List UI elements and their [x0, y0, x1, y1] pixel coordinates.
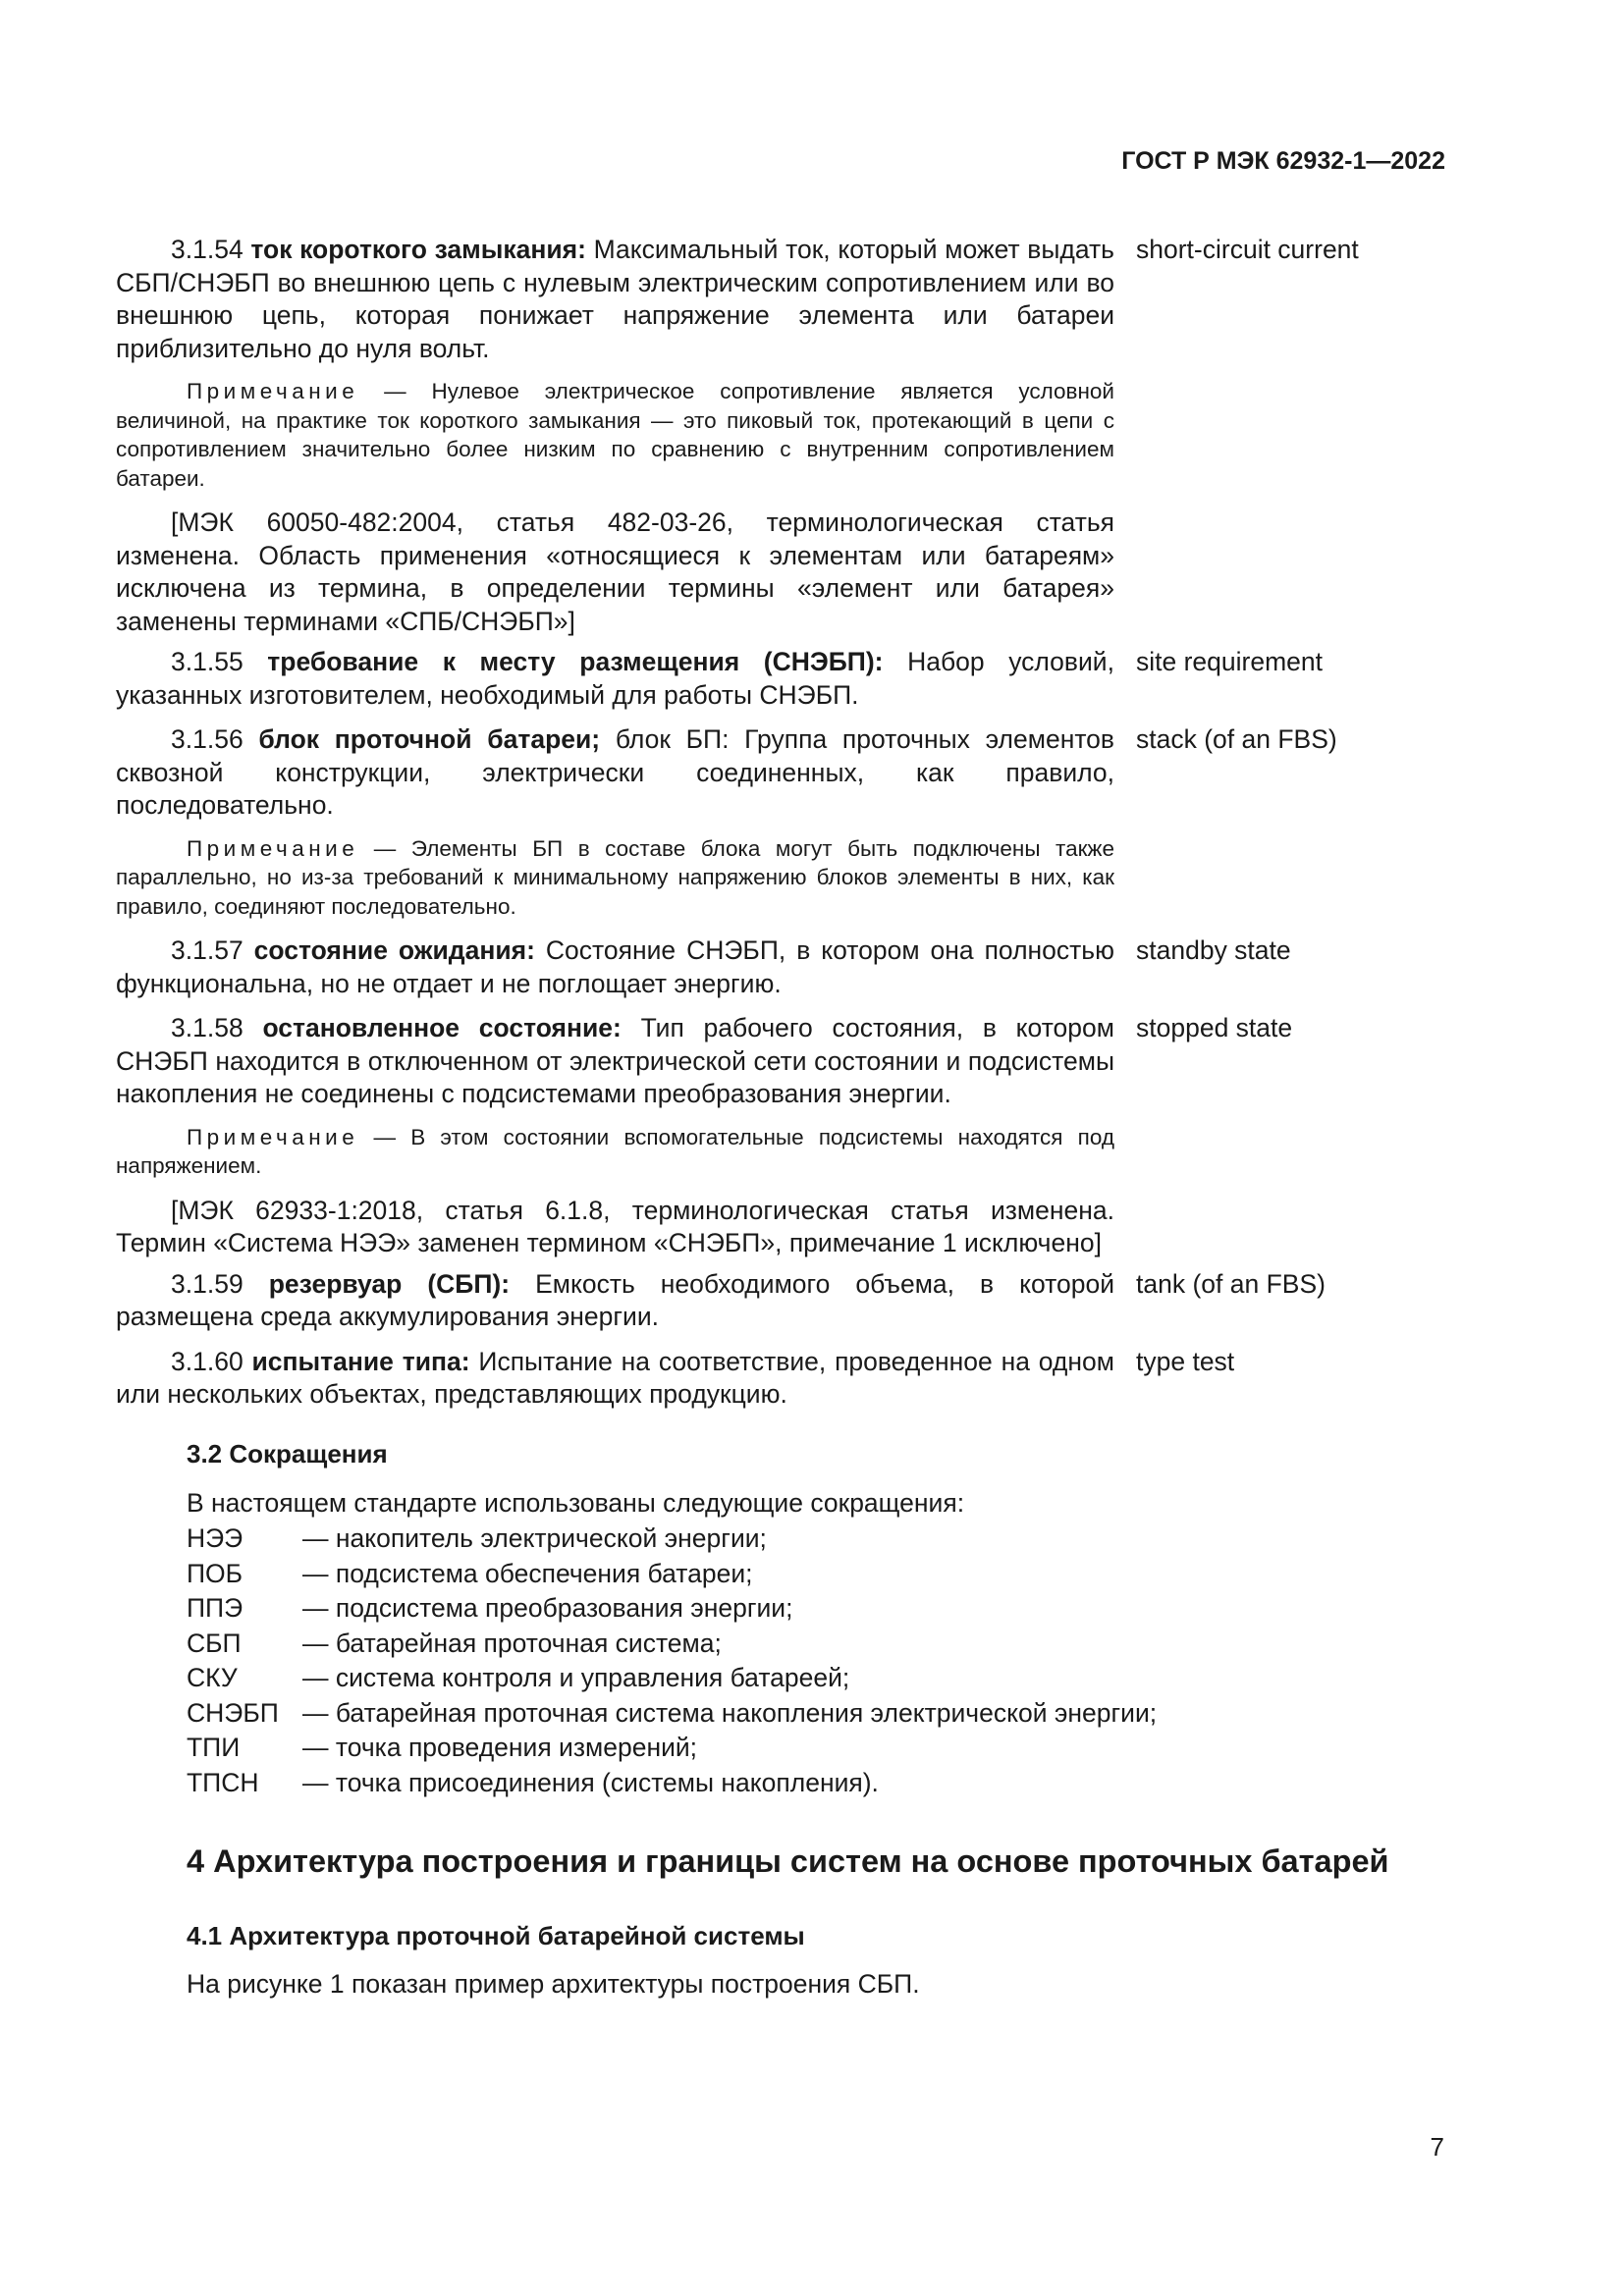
note-label: Примечание [187, 379, 359, 403]
term-english: standby state [1136, 935, 1291, 965]
term-ru [116, 1346, 1114, 1412]
term-note [116, 834, 1114, 922]
term-english: short-circuit current [1136, 235, 1359, 264]
abbreviation-desc: — батарейная проточная система; [302, 1628, 722, 1658]
abbreviation-item [116, 1627, 1443, 1662]
abbreviation-item [116, 1557, 1443, 1592]
term-ru [116, 723, 1114, 823]
term-ru [116, 1012, 1114, 1111]
abbreviation-item [116, 1731, 1443, 1766]
page-number: 7 [1430, 2132, 1444, 2162]
abbreviation-item [116, 1522, 1443, 1557]
term-english: type test [1136, 1346, 1235, 1376]
term-number: 3.1.58 [171, 1013, 244, 1042]
section-4-1-title: 4.1 Архитектура проточной батарейной системы [187, 1921, 805, 1950]
abbreviation-desc: — подсистема обеспечения батареи; [302, 1558, 753, 1588]
term-number: 3.1.54 [171, 235, 244, 264]
abbreviation-desc: — система контроля и управления батареей; [302, 1663, 850, 1692]
note-text: — Элементы БП в составе блока могут быть подключены также параллельно, но из-за требований к минимальному напряжению блоков элементы в них, как правило, соединяют последовательно. [116, 835, 1114, 919]
term-number: 3.1.56 [171, 724, 244, 754]
note-text: — Нулевое электрическое сопротивление является условной величиной, на практике ток короткого замыкания — это пиковый ток, протекающий в цепи с сопротивлением значительно более низким по сравнению с внутренним сопротивлением батареи. [116, 379, 1114, 491]
term-definition: Максимальный ток, который может выдать СБП/СНЭБП во внешнюю цепь с нулевым электрическим сопротивлением или во внешнюю цепь, которая понижает напряжение элемента или батареи приблизительно до нуля вольт. [116, 235, 1114, 363]
abbreviation-desc: — батарейная проточная система накопления электрической энергии; [302, 1697, 1158, 1728]
abbreviation-item [116, 1661, 1443, 1696]
term-entry-3-1-57 [116, 934, 1443, 1000]
term-source-text: [МЭК 62933-1:2018, статья 6.1.8, терминологическая статья изменена. Термин «Система НЭЭ» заменен термином «СНЭБП», примечание 1 исключено] [116, 1195, 1114, 1257]
note-label: Примечание [187, 835, 359, 861]
term-definition: Тип рабочего состояния, в котором СНЭБП находится в отключенном от электрической сети состоянии и подсистемы накопления не соединены с подсистемами преобразования энергии. [116, 1013, 1114, 1108]
term-ru [116, 646, 1114, 712]
term-number: 3.1.59 [171, 1268, 244, 1299]
abbreviation-list [116, 1522, 1443, 1800]
abbreviation-item [116, 1591, 1443, 1627]
term-entry-3-1-54 [116, 234, 1443, 365]
term-ru [116, 234, 1114, 365]
abbreviation-code: НЭЭ [187, 1523, 244, 1553]
term-name: резервуар (СБП): [268, 1268, 511, 1299]
abbreviation-code: ТПИ [187, 1733, 241, 1762]
term-name: требование к месту размещения (СНЭБП): [267, 647, 884, 676]
term-source-text: [МЭК 60050-482:2004, статья 482-03-26, терминологическая статья изменена. Область применения «относящиеся к элементам или батареям» исключена из термина, в определении термины «элемент или батарея» заменены терминами «СПБ/СНЭБП»] [116, 507, 1114, 636]
term-definition: Испытание на соответствие, проведенное на одном или нескольких объектах, представляющих продукцию. [116, 1346, 1114, 1409]
standard-header: ГОСТ Р МЭК 62932-1—2022 [1121, 147, 1445, 175]
abbreviation-code: СНЭБП [187, 1697, 279, 1728]
main-content [116, 234, 1443, 2000]
term-definition: Набор условий, указанных изготовителем, необходимый для работы СНЭБП. [116, 647, 1114, 710]
term-ru [116, 1268, 1114, 1334]
term-ru [116, 934, 1114, 1000]
section-3-2-intro: В настоящем стандарте использованы следующие сокращения: [187, 1487, 965, 1518]
abbreviation-code: СБП [187, 1628, 242, 1658]
term-entry-3-1-55 [116, 646, 1443, 712]
term-source [116, 1195, 1114, 1260]
term-name: ток короткого замыкания: [250, 235, 586, 264]
abbreviation-code: ТПСН [187, 1767, 259, 1797]
term-name: состояние ожидания: [253, 935, 535, 965]
note-text: — В этом состоянии вспомогательные подсистемы находятся под напряжением. [116, 1124, 1114, 1178]
abbreviation-code: ППЭ [187, 1593, 244, 1623]
abbreviation-item [116, 1696, 1443, 1732]
term-definition: блок БП: Группа проточных элементов сквозной конструкции, электрически соединенных, как правило, последовательно. [116, 724, 1114, 820]
abbreviation-code: СКУ [187, 1663, 238, 1692]
section-3-2-title: 3.2 Сокращения [187, 1438, 388, 1468]
abbreviation-item [116, 1766, 1443, 1801]
abbreviation-desc: — точка присоединения (системы накопления). [302, 1767, 879, 1797]
term-english: stopped state [1136, 1013, 1293, 1042]
term-entry-3-1-60 [116, 1346, 1443, 1412]
section-4-title: 4 Архитектура построения и границы систем на основе проточных батарей [187, 1843, 1389, 1879]
term-definition: Емкость необходимого объема, в которой размещена среда аккумулирования энергии. [116, 1268, 1114, 1331]
term-definition: Состояние СНЭБП, в котором она полностью функциональна, но не отдает и не поглощает энергию. [116, 935, 1114, 998]
term-source [116, 507, 1114, 638]
term-entry-3-1-58 [116, 1012, 1443, 1111]
term-note [116, 377, 1114, 493]
term-entry-3-1-59 [116, 1268, 1443, 1334]
note-label: Примечание [187, 1124, 359, 1149]
term-name: испытание типа: [251, 1346, 470, 1376]
term-name: блок проточной батареи; [258, 724, 601, 754]
term-number: 3.1.60 [171, 1346, 244, 1376]
term-number: 3.1.55 [171, 647, 244, 676]
section-4-1-text: На рисунке 1 показан пример архитектуры построения СБП. [187, 1969, 920, 1999]
term-number: 3.1.57 [171, 935, 244, 965]
term-note [116, 1123, 1114, 1181]
abbreviation-desc: — подсистема преобразования энергии; [302, 1593, 793, 1623]
term-entry-3-1-56 [116, 723, 1443, 823]
abbreviation-desc: — точка проведения измерений; [302, 1733, 698, 1762]
term-english: tank (of an FBS) [1136, 1268, 1326, 1299]
term-name: остановленное состояние: [262, 1013, 622, 1042]
term-english: stack (of an FBS) [1136, 724, 1337, 754]
abbreviation-desc: — накопитель электрической энергии; [302, 1523, 767, 1553]
abbreviation-code: ПОБ [187, 1558, 244, 1588]
term-english: site requirement [1136, 647, 1324, 676]
